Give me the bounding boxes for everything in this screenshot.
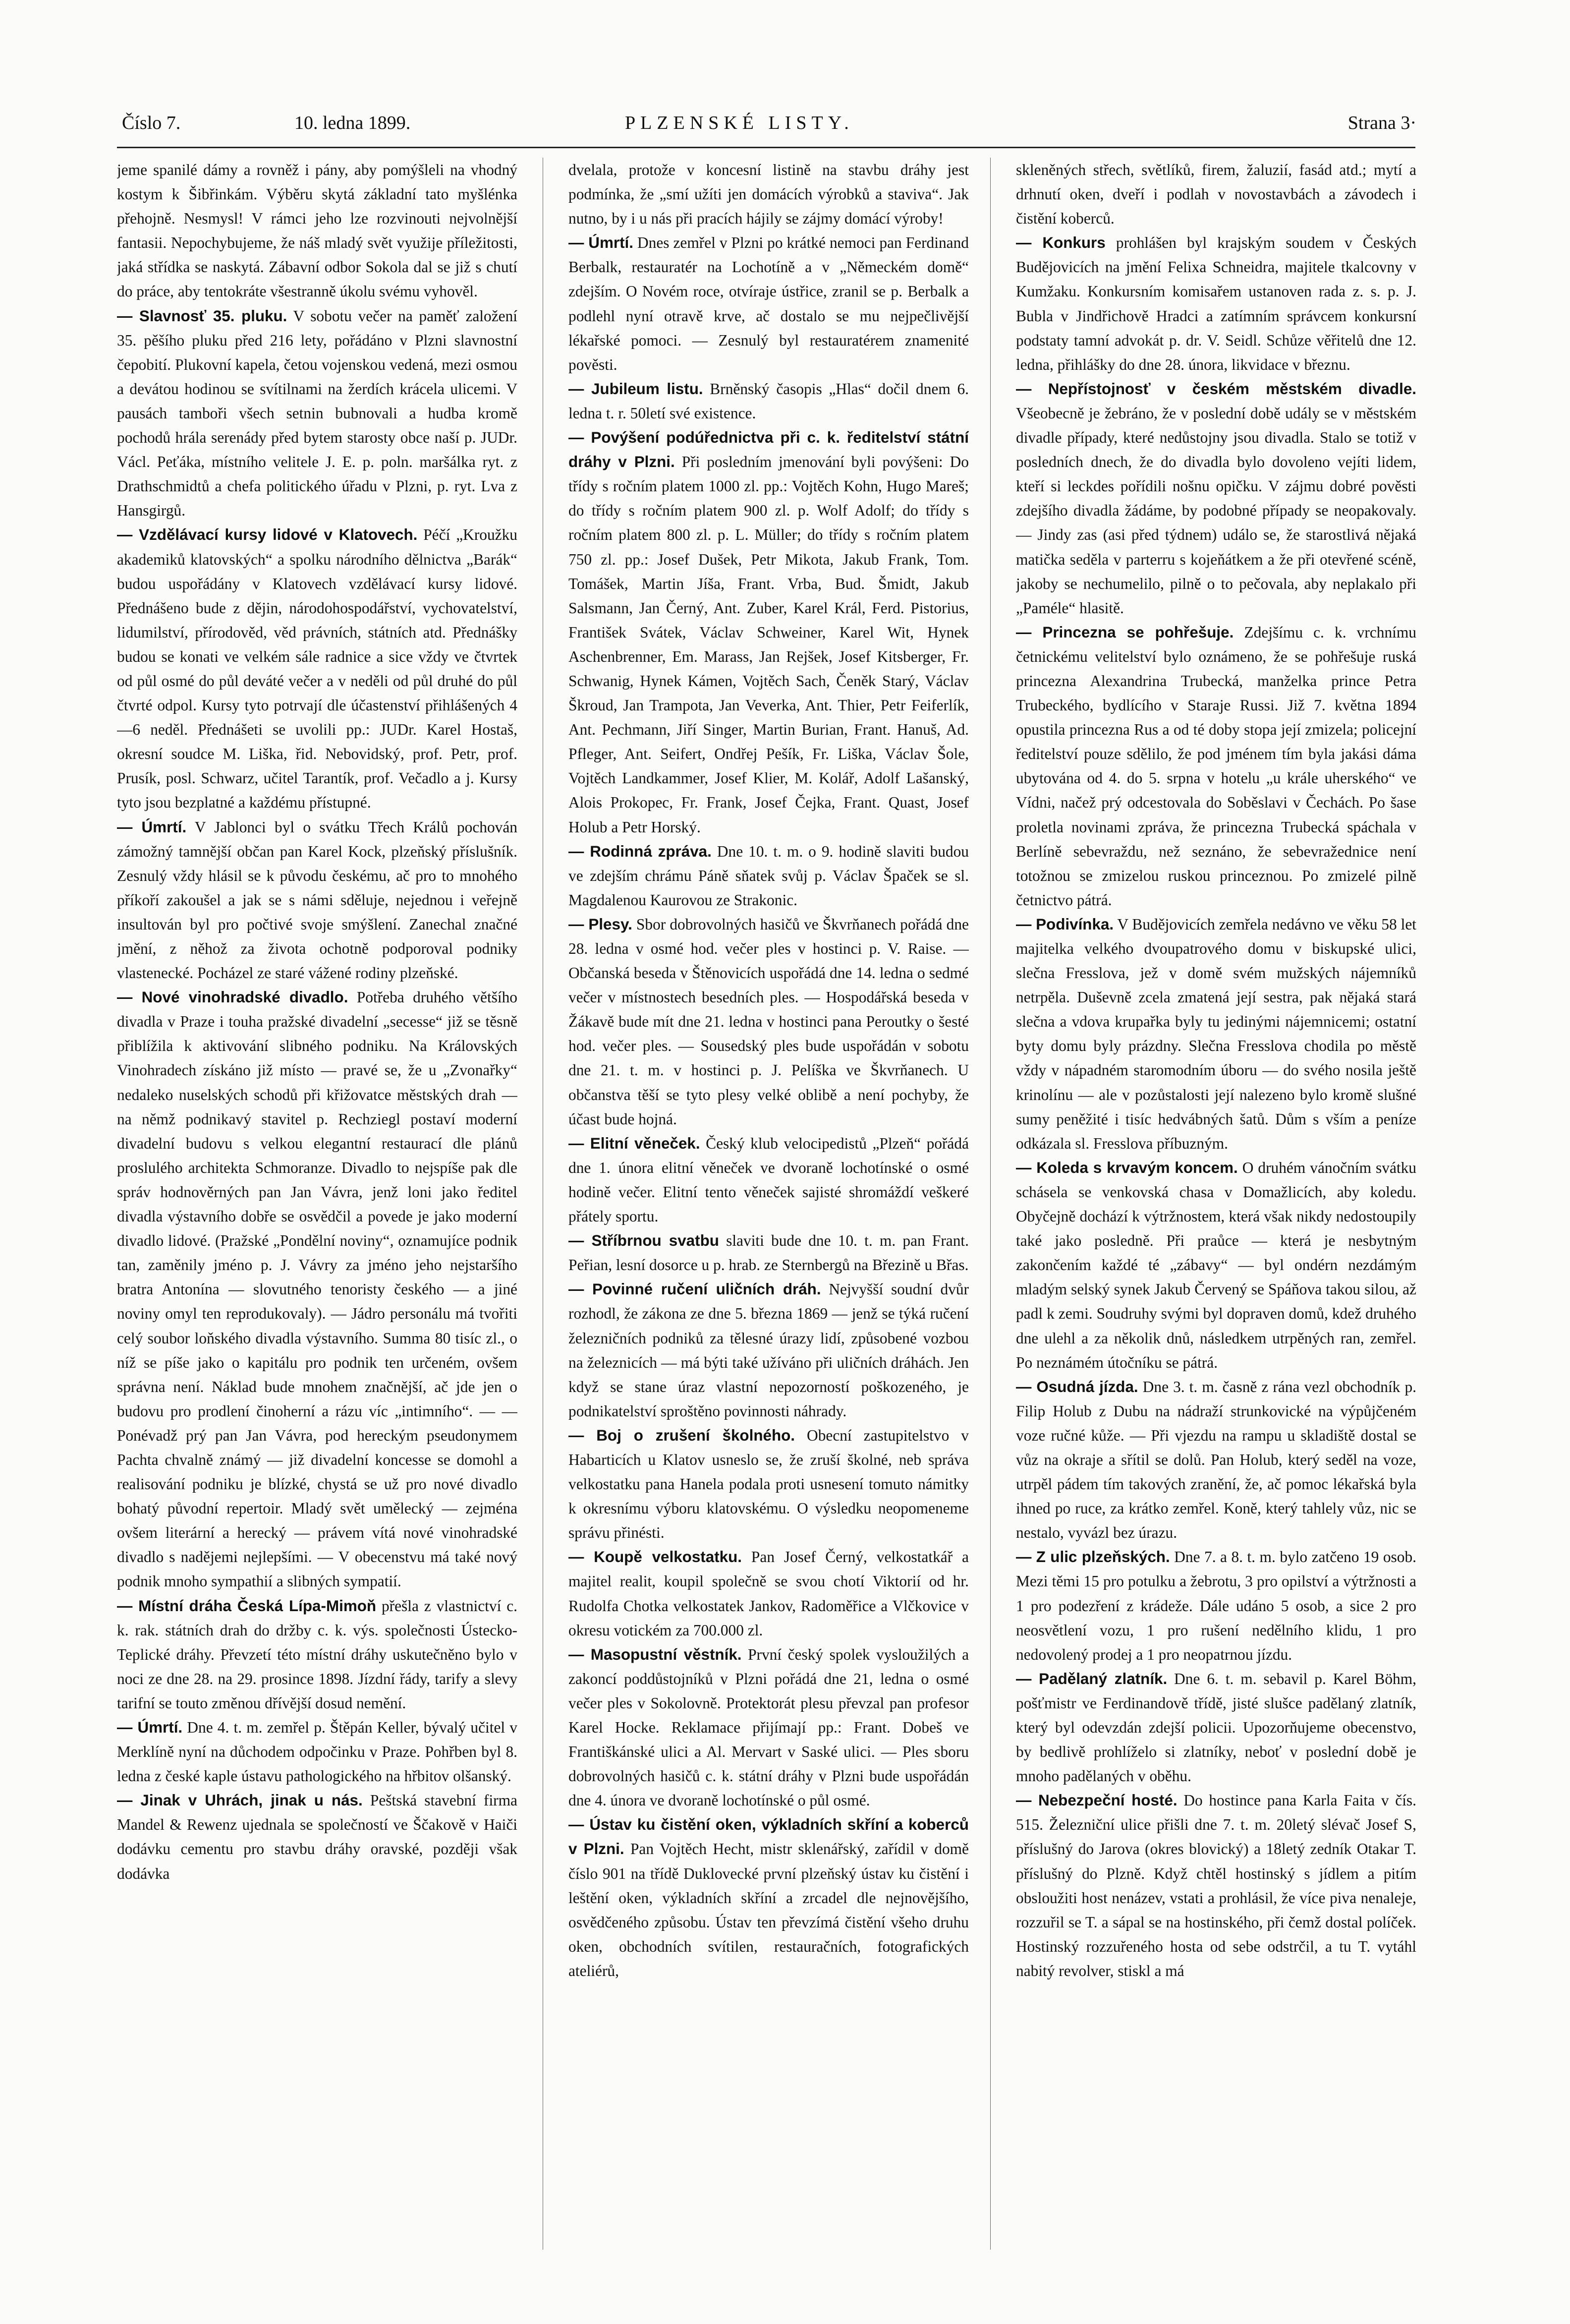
article-text: Sbor dobrovolných hasičů ve Škvrňanech pořádá dne 28. ledna v osmé hod. večer ples v hostinci p. V. Raise. — Občanská beseda v Štěnovicích uspořádá dne 14. ledna o sedmé večer v místnostech besedních ples. — Hospodářská beseda v Žákavě bude mít dne 21. ledna v hostinci pana Peroutky o šesté hod. večer ples. — Sousedský ples bude uspořádán v sobotu dne 21. t. m. v hostinci p. J. Pelíška ve Škvrňanech. U občanstva těší se tyto plesy velké oblibě a není pochyby, že účast bude hojná. — [568, 915, 969, 1128]
article-text: Všeobecně je žebráno, že v poslední době udály se v městském divadle případy, které nedůstojny jsou divadla. Stalo se totiž v posledních dnech, že do divadla bylo dovoleno vejíti lidem, kteří si leckdes pořídili nošnu opičku. V zájmu dobré pověsti zdejšího divadla žádáme, by podobné případy se neopakovaly. — Jindy zas (asi před týdnem) událo se, že starostlivá nějaká matička seděla v parterru s kojeňátkem a že při otevřené scéně, jakoby se nechumelilo, pilně o to pečovala, aby neplakalo při „Paméle“ hlasitě. — [1016, 404, 1416, 617]
article-text: První český spolek vysloužilých a zakoncí poddůstojníků v Plzni pořádá dne 21, ledna o osmé večer ples v Sokolovně. Protektorát plesu převzal pan profesor Karel Hocke. Reklamace přijímají pp.: Frant. Dobeš ve Františkánské ulici a Al. Mervart v Saské ulici. — Ples sboru dobrovolných hasičů c. k. státní dráhy v Plzni bude uspořádán dne 4. února ve dvoraně lochotínské o půl osmé. — [568, 1645, 969, 1809]
article-heading: — Povýšení podúřednictva při c. k. ředitelství státní dráhy v Plzni. — [568, 429, 969, 471]
article-heading: — Podivínka. — [1016, 915, 1114, 933]
article-paragraph — [1016, 1667, 1416, 1788]
article-paragraph — [568, 231, 969, 377]
article-text: slaviti bude dne 10. t. m. pan Frant. Peřian, lesní dosorce u p. hrab. ze Sternbergů na Březině u Břas. — [568, 1232, 969, 1274]
article-paragraph — [1016, 1788, 1416, 1983]
issue-date: 10. ledna 1899. — [294, 113, 411, 133]
article-heading: — Boj o zrušení školného. — [568, 1426, 795, 1444]
article-heading: — Místní dráha Česká Lípa-Mimoň — [117, 1597, 377, 1615]
article-text: Nejvyšší soudní dvůr rozhodl, že zákona ze dne 5. března 1869 — jenž se týká ručení železničních podniků za tělesné úrazy lidí, způsobené vozbou na železnicích — má býti také užíváno při uličních dráhách. Jen když se stane úraz vlastní nepozorností poškozeného, je podnikatelství sproštěno povinnosti náhrady. — [568, 1280, 969, 1420]
article-text: Do hostince pana Karla Faita v čís. 515. Železniční ulice přišli dne 7. t. m. 20letý slévač Josef S, příslušný do Jarova (okres blovický) a 18letý zedník Otakar T. příslušný do Plzně. Když chtěl hostinský s jídlem a pitím obsloužiti host nenázev, vstati a prohlásil, že více piva nenaleje, rozzuřil se T. a sápal se na hostinského, při čemž dostal políček. Hostinský rozzuřeného hosta od sebe odstrčil, a tu T. vytáhl nabitý revolver, stiskl a má — [1016, 1792, 1416, 1979]
article-heading: — Jinak v Uhrách, jinak u nás. — [117, 1792, 363, 1809]
article-paragraph — [1016, 158, 1416, 231]
article-paragraph — [568, 158, 969, 231]
article-text: dvelala, protože v koncesní listině na stavbu dráhy jest podmínka, že „smí užíti jen domácích výrobků a staviva“. Jak nutno, by i u nás při pracích hájily se zájmy domácí výroby! — [568, 161, 969, 228]
article-text: Dne 3. t. m. časně z rána vezl obchodník p. Filip Holub z Dubu na nádraží strunkovické na výpůjčeném voze ručné kůže. — Při vjezdu na rampu u skladiště dostal se vůz na okraje a sřítil se dolů. Pan Holub, který seděl na voze, utrpěl pádem tím takových zranění, že, ač pomoc lékařská byla ihned po ruce, za krátko zemřel. Koně, který tahlely vůz, nic se nestalo, vyvázl bez úrazu. — [1016, 1378, 1416, 1542]
article-heading: — Koupě velkostatku. — [568, 1548, 742, 1566]
article-heading: — Masopustní věstník. — [568, 1645, 742, 1663]
article-heading: — Úmrtí. — [117, 818, 187, 836]
article-paragraph — [1016, 1375, 1416, 1545]
article-heading: — Vzdělávací kursy lidové v Klatovech. — [117, 526, 418, 544]
article-paragraph — [1016, 1545, 1416, 1666]
article-paragraph — [568, 1545, 969, 1642]
article-text: Český klub velocipedistů „Plzeň“ pořádá dne 1. února elitní věneček ve dvoraně lochotínské o osmé hodině večer. Elitní tento věneček sajisté shromáždí veškeré přátely sportu. — [568, 1134, 969, 1225]
article-text: Peštská stavební firma Mandel & Rewenz ujednala se společností ve Ščakově v Haiči dodávku cementu pro stavbu dráhy oravské, později však dodávka — [117, 1792, 517, 1882]
article-heading: — Slavnosť 35. pluku. — [117, 307, 287, 325]
article-text: Dne 4. t. m. zemřel p. Štěpán Keller, bývalý učitel v Merklíně nyní na důchodem odpočinku v Praze. Pohřben byl 8. ledna z české kaple ústavu pathologického na hřbitov olšanský. — [117, 1719, 517, 1785]
article-heading: — Nové vinohradské divadlo. — [117, 988, 348, 1006]
article-paragraph — [1016, 912, 1416, 1156]
article-heading: — Nepřístojnosť v českém městském divadle. — [1016, 380, 1416, 398]
article-heading: — Ústav ku čistění oken, výkladních skříní a koberců v Plzni. — [568, 1816, 969, 1858]
article-paragraph — [568, 839, 969, 912]
page-number: Strana 3· — [1347, 113, 1416, 133]
article-heading: — Plesy. — [568, 915, 632, 933]
article-text: O druhém vánočním svátku schásela se venkovská chasa v Domažlicích, aby koledu. Obyčejně dochází k výtržnostem, která však nikdy nedostoupily také jako posledně. Při praůce — která je nesbytným zakončením každé té „zábavy“ — byl ondérn nezdámým mladým selský synek Jakub Červený se Spáňova takou silou, až padl k zemi. Soudruhy svými byl dopraven domů, kdež druhého dne ulehl a za několik dnů, následkem utrpěných ran, zemřel. Po neznámém útočníku se pátrá. — [1016, 1159, 1416, 1371]
article-paragraph — [568, 1131, 969, 1228]
article-text: Dnes zemřel v Plzni po krátké nemoci pan Ferdinand Berbalk, restauratér na Lochotíně a v „Německém domě“ zdejším. O Novém roce, otvíraje ústřice, zranil se p. Berbalk a podlehl nyní otravě krve, ač dostalo se mu nejpečlivější lékařské pomoci. — Zesnulý byl restauratérem znamenité pověsti. — [568, 234, 969, 373]
article-heading: — Stříbrnou svatbu — [568, 1232, 719, 1250]
column-divider — [990, 158, 991, 2250]
newspaper-title: PLZENSKÉ LISTY. — [625, 113, 854, 133]
article-heading: — Osudná jízda. — [1016, 1378, 1138, 1395]
article-text: Brněnský časopis „Hlas“ dočil dnem 6. ledna t. r. 50letí své existence. — [568, 380, 969, 422]
article-heading: — Princezna se pohřešuje. — [1016, 623, 1234, 641]
article-heading: — Povinné ručení uličních dráh. — [568, 1280, 821, 1298]
article-paragraph — [117, 158, 517, 304]
article-paragraph — [568, 1423, 969, 1545]
issue-number: Číslo 7. — [122, 113, 181, 133]
article-text: Dne 6. t. m. sebavil p. Karel Böhm, pošťmistr ve Ferdinandově třídě, jisté slušce padělaný zlatník, který byl odevzdán zdejší policii. Upozorňujeme obecenstvo, by bedlivě prohlíželo si zlatníky, neboť v poslední době je mnoho padělaných v oběhu. — [1016, 1670, 1416, 1785]
article-paragraph — [568, 1228, 969, 1277]
article-paragraph — [117, 815, 517, 986]
article-text: Péčí „Kroužku akademiků klatovských“ a spolku národního dělnictva „Barák“ budou uspořádány v Klatovech vzdělávací kursy lidové. Přednášeno bude z dějin, národohospodářství, vychovatelství, lidumilství, přírodověd, věd právních, státních atd. Přednášky budou se konati ve velkém sále radnice a sice vždy ve čtvrtek od půl osmé do půl deváté večer a v neděli od půl druhé do půl čtvrté odpol. Kursy tyto potrvají dle účastenství přihlášených 4—6 neděl. Přednášeti se uvolili pp.: JUDr. Karel Hostaš, okresní soudce M. Liška, řid. Nebovidský, prof. Petr, prof. Prusík, posl. Schwarz, učitel Tarantík, prof. Večadlo a j. Kursy tyto jsou bezplatné a každému přístupné. — [117, 526, 517, 812]
article-paragraph — [568, 1642, 969, 1813]
article-paragraph — [1016, 620, 1416, 912]
column-1 — [117, 158, 517, 2250]
article-paragraph — [117, 1788, 517, 1885]
article-paragraph — [568, 1812, 969, 1983]
page-header — [122, 109, 1416, 137]
article-text: V Jablonci byl o svátku Třech Králů pochován zámožný tamnější občan pan Karel Kock, plzeňský příslušník. Zesnulý vždy hlásil se k původu českému, ač pro to mnohého příkoří zakoušel a jak se s námi sděluje, nejednou i veřejně insultován byl pro počtivé svoje smýšlení. Zanechal značné jmění, z něhož za života ochotně podporoval podniky vlastenecké. Pocházel ze staré vážené rodiny plzeňské. — [117, 818, 517, 982]
article-paragraph — [568, 425, 969, 839]
column-3 — [1016, 158, 1416, 2250]
article-text: Dne 7. a 8. t. m. bylo zatčeno 19 osob. Mezi těmi 15 pro potulku a žebrotu, 3 pro opilství a výtržnosti a 1 pro podezření z krádeže. Dále udáno 5 osob, a sice 2 pro neosvětlení vozu, 1 pro rušení nedělního klidu, 1 pro nedovolený prodej a 1 pro neopatrnou jízdu. — [1016, 1548, 1416, 1663]
article-paragraph — [1016, 377, 1416, 620]
article-paragraph — [117, 1594, 517, 1715]
article-text: V Budějovicích zemřela nedávno ve věku 58 let majitelka velkého dvoupatrového domu v biskupské ulici, slečna Fresslova, jež v domě svém mužských nájemníků netrpěla. Duševně zcela zmatená její sestra, pak nějaká stará slečna a vdova krupařka byly tu jedinými nájemnicemi; ostatní byty domu byly prázdny. Slečna Fresslova chodila po městě vždy v nápadném staromodním úboru — do svého nosila ještě krinolínu — ale v pozůstalosti její nalezeno bylo kromě slušné sumy peněžité i tisíc hedvábných šatů. Dům s vším a peníze odkázala sl. Fresslova příbuzným. — [1016, 915, 1416, 1152]
article-paragraph — [1016, 1156, 1416, 1375]
article-heading: — Nebezpeční hosté. — [1016, 1792, 1178, 1809]
header-rule — [117, 147, 1415, 148]
article-paragraph — [568, 912, 969, 1131]
article-text: přešla z vlastnictví c. k. rak. státních drah do držby c. k. výs. společnosti Ústecko-Teplické dráhy. Převzetí této místní dráhy uskutečněno bylo v noci ze dne 28. na 29. prosince 1898. Jízdní řády, tarify a slevy tarifní se touto změnou dřívější dosud nemění. — [117, 1597, 517, 1712]
article-text: V sobotu večer na paměť založení 35. pěšího pluku před 216 lety, pořádáno v Plzni slavnostní čepobití. Plukovní kapela, četou vojenskou vedená, mezi osmou a devátou hodinou se svítilnami na žerdích krácela ulicemi. V pausách tamboři všech setnin bubnovali a hudba kromě pochodů hrála serenády před bytem starosty obce naší p. JUDr. Václ. Peťáka, místního velitele J. E. p. poln. maršálka ryt. z Drathschmidtů a chefa politického úřadu v Plzni, p. ryt. Lva z Hansgirgů. — [117, 307, 517, 520]
article-paragraph — [568, 1277, 969, 1423]
article-text: jeme spanilé dámy a rovněž i pány, aby pomýšleli na vhodný kostym k Šibřinkám. Výběru skytá základní tato myšlénka přehojně. Nesmysl! V rámci jeho lze rozvinouti nejvolnější fantasii. Nepochybujeme, že náš mladý svět využije příležitosti, jaká střídka se naskytá. Zábavní odbor Sokola dal se již s chutí do práce, aby tentokráte všestranně úkolu svému vyhověl. — [117, 161, 517, 300]
article-heading: — Rodinná zpráva. — [568, 842, 712, 860]
article-text: Pan Vojtěch Hecht, mistr sklenářský, zařídil v domě číslo 901 na třídě Duklovecké první plzeňský ústav ku čistění i leštění oken, výkladních skříní a zrcadel dle nejnovějšího, osvědčeného způsobu. Ústav ten převzímá čistění všeho druhu oken, obchodních svítilen, restauračních, fotografických ateliérů, — [568, 1840, 969, 1979]
article-text: Zdejšímu c. k. vrchnímu četnickému velitelství bylo oznámeno, že se pohřešuje ruská princezna Alexandrina Trubecká, manželka prince Petra Trubeckého, bydlícího v Staraje Russi. Již 7. května 1894 opustila princezna Rus a od té doby stopa její zmizela; policejní ředitelství pouze sdělilo, že pod jménem tím byla jakási dáma ubytována od 4. do 5. srpna v hotelu „u krále uherského“ ve Vídni, načež prý odcestovala do Soběslavi v Čechách. Po šase proletla novinami zpráva, že princezna Trubecká spáchala v Berlíně sebevraždu, než seznáno, že sebevražednice není totožnou se zmizelou ruskou princeznou. Po zmizelé pilně četnictvo pátrá. — [1016, 623, 1416, 909]
article-heading: — Padělaný zlatník. — [1016, 1670, 1168, 1687]
article-text: Dne 10. t. m. o 9. hodině slaviti budou ve zdejším chrámu Páně sňatek svůj p. Václav Špaček se sl. Magdalenou Kaurovou ze Strakonic. — [568, 842, 969, 909]
article-paragraph — [117, 985, 517, 1593]
article-heading: — Konkurs — [1016, 234, 1106, 252]
article-heading: — Koleda s krvavým koncem. — [1016, 1159, 1238, 1176]
article-text: Obecní zastupitelstvo v Habarticích u Klatov usneslo se, že zruší školné, neb správa velkostatku pana Hanela podala proti usnesení tomuto námitky k okresnímu výboru klatovskému. O výsledku neopomeneme správu přinésti. — [568, 1426, 969, 1542]
article-paragraph — [117, 1715, 517, 1788]
article-text: skleněných střech, světlíků, firem, žaluzií, fasád atd.; mytí a drhnutí oken, dveří i podlah v novostavbách a závodech i čistění koberců. — [1016, 161, 1416, 228]
article-text: Při posledním jmenování byli povýšeni: Do třídy s ročním platem 1000 zl. pp.: Vojtěch Kohn, Hugo Mareš; do třídy s ročním platem 900 zl. p. Wolf Adolf; do třídy s ročním platem 800 zl. p. L. Müller; do třídy s ročním platem 750 zl. pp.: Josef Dušek, Petr Mikota, Jakub Frank, Tom. Tomášek, Martin Jíša, Frant. Vrba, Bud. Šmidt, Jakub Salsmann, Jan Černý, Ant. Zuber, Karel Král, Ferd. Pistorius, František Svátek, Václav Schweiner, Karel Wit, Hynek Aschenbrenner, Em. Marass, Jan Rejšek, Josef Kitsberger, Fr. Schwanig, Hynek Kámen, Vojtěch Sach, Čeněk Starý, Václav Škroud, Jan Trampota, Jan Veverka, Ant. Thier, Petr Feiferlík, Ant. Pechmann, Jiří Singer, Martin Burian, Frant. Hanuš, Ad. Pfleger, Ant. Seifert, Ondřej Pešík, Fr. Liška, Václav Šole, Vojtěch Landkammer, Josef Klier, M. Kolář, Adolf Lašanský, Alois Prokopec, Fr. Frank, Josef Čejka, Frant. Quast, Josef Holub a Petr Horský. — [568, 453, 969, 836]
article-text: Pan Josef Černý, velkostatkář a majitel realit, koupil společně se svou chotí Viktorií od hr. Rudolfa Chotka velkostatek Jankov, Radoměřice a Vlčkovice v okresu votickém za 700.000 zl. — [568, 1548, 969, 1639]
article-heading: — Úmrtí. — [568, 234, 633, 252]
article-paragraph — [1016, 231, 1416, 377]
article-paragraph — [117, 304, 517, 523]
article-text: prohlášen byl krajským soudem v Českých Budějovicích na jmění Felixa Schneidra, majitele tkalcovny v Kumžaku. Konkursním komisařem ustanoven rada z. s. p. J. Bubla v Jindřichově Hradci a zatímním správcem konkursní podstaty tamní advokát p. dr. V. Seidl. Schůze věřitelů dne 12. ledna, přihlášky do dne 28. února, likvidace v březnu. — [1016, 234, 1416, 373]
article-paragraph — [117, 523, 517, 814]
article-heading: — Jubileum listu. — [568, 380, 703, 398]
article-heading: — Úmrtí. — [117, 1719, 183, 1736]
article-heading: — Z ulic plzeňských. — [1016, 1548, 1170, 1566]
article-paragraph — [568, 377, 969, 425]
article-text: Potřeba druhého většího divadla v Praze i touha pražské divadelní „secesse“ již se těsně přiblížila k aktivování slibného podniku. Na Královských Vinohradech získáno již místo — pravé se, že u „Zvonařky“ nedaleko nuselských schodů při křižovatce městských drah — na němž podnikavý stavitel p. Rechziegl postaví moderní divadelní budovu s velkou elegantní restaurací dle plánů proslulého architekta Schmoranze. Divadlo to nejspíše pak dle správ hodnověrných pan Jan Vávra, jenž loni jako ředitel divadla výstavního dobře se osvědčil a povede je jako moderní divadlo lidové. (Pražské „Pondělní noviny“, oznamujíce podnik tan, zaměnily jméno p. J. Vávry za jméno jeho nejstaršího bratra Antonína — slovutného tenoristy českého — a jiné noviny omyl ten reprodukovaly). — Jádro personálu má tvořiti celý soubor loňského divadla výstavního. Summa 80 tisíc zl., o níž se píše jako o kapitálu pro podnik ten určeném, ovšem správna není. Náklad bude mnohem značnější, ač jde jen o budovu pro prodlení činoherní a rázu víc „intimního“. — — Ponévadž prý pan Jan Vávra, pod hereckým pseudonymem Pachta chvalně známý — již divadelní koncesse se domohl a realisování podniku je blízké, chystá se už pro nové divadlo bohatý původní repertoir. Mladý svět umělecký — zejména ovšem literární a herecký — právem vítá nové vinohradské divadlo s nadějemi nejlepšími. — V obecenstvu má také nový podnik mnoho sympathií a slibných sympatií. — [117, 988, 517, 1590]
column-2 — [568, 158, 969, 2250]
article-heading: — Elitní věneček. — [568, 1134, 700, 1152]
